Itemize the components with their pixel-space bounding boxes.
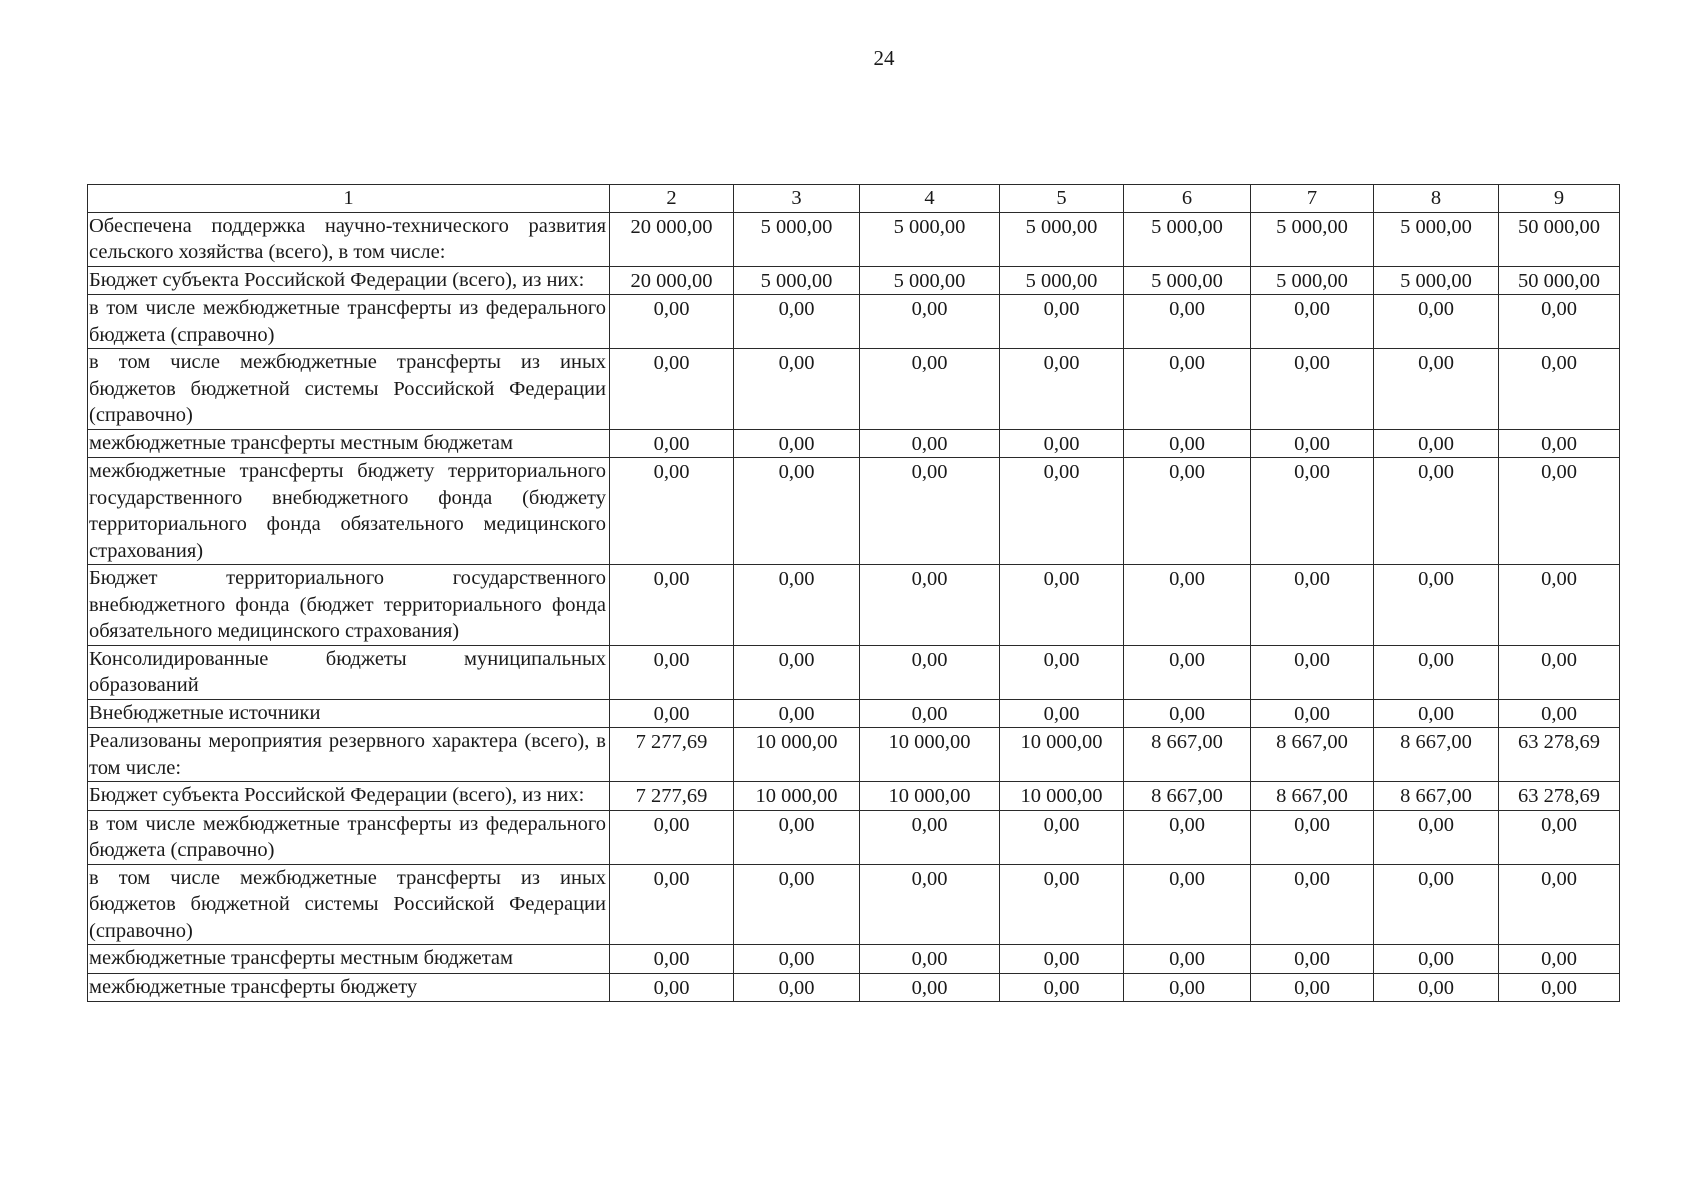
cell-value: 0,00 — [1499, 699, 1620, 728]
row-label: Консолидированные бюджеты муниципальных образований — [88, 645, 610, 699]
cell-value: 0,00 — [1000, 699, 1124, 728]
column-number: 4 — [860, 185, 1000, 213]
row-label: Обеспечена поддержка научно-технического развития сельского хозяйства (всего), в том числе: — [88, 212, 610, 266]
cell-value: 7 277,69 — [610, 728, 734, 782]
table-row — [88, 864, 1620, 945]
column-number: 7 — [1251, 185, 1374, 213]
cell-value: 0,00 — [610, 429, 734, 458]
cell-value: 0,00 — [1251, 945, 1374, 974]
row-label: межбюджетные трансферты бюджету — [88, 973, 610, 1002]
cell-value: 0,00 — [1124, 945, 1251, 974]
cell-value: 0,00 — [1000, 349, 1124, 430]
cell-value: 0,00 — [1124, 429, 1251, 458]
cell-value: 5 000,00 — [1251, 212, 1374, 266]
cell-value: 0,00 — [1251, 565, 1374, 646]
cell-value: 10 000,00 — [860, 782, 1000, 811]
cell-value: 0,00 — [610, 565, 734, 646]
cell-value: 0,00 — [1000, 295, 1124, 349]
table-row — [88, 973, 1620, 1002]
cell-value: 0,00 — [1124, 810, 1251, 864]
table-row — [88, 728, 1620, 782]
column-number: 9 — [1499, 185, 1620, 213]
cell-value: 5 000,00 — [1374, 266, 1499, 295]
cell-value: 0,00 — [1374, 810, 1499, 864]
cell-value: 8 667,00 — [1124, 728, 1251, 782]
cell-value: 0,00 — [1374, 699, 1499, 728]
table-row — [88, 699, 1620, 728]
cell-value: 8 667,00 — [1374, 728, 1499, 782]
table-body — [88, 185, 1620, 1002]
cell-value: 0,00 — [1499, 429, 1620, 458]
row-label: в том числе межбюджетные трансферты из федерального бюджета (справочно) — [88, 810, 610, 864]
cell-value: 10 000,00 — [860, 728, 1000, 782]
cell-value: 0,00 — [860, 699, 1000, 728]
cell-value: 8 667,00 — [1124, 782, 1251, 811]
cell-value: 0,00 — [610, 810, 734, 864]
cell-value: 0,00 — [1124, 699, 1251, 728]
cell-value: 0,00 — [1499, 458, 1620, 565]
cell-value: 20 000,00 — [610, 266, 734, 295]
cell-value: 50 000,00 — [1499, 212, 1620, 266]
cell-value: 8 667,00 — [1251, 728, 1374, 782]
cell-value: 0,00 — [860, 565, 1000, 646]
cell-value: 0,00 — [1251, 295, 1374, 349]
cell-value: 0,00 — [860, 458, 1000, 565]
cell-value: 5 000,00 — [1124, 212, 1251, 266]
table-row — [88, 458, 1620, 565]
cell-value: 10 000,00 — [734, 782, 860, 811]
cell-value: 0,00 — [1374, 295, 1499, 349]
cell-value: 0,00 — [734, 864, 860, 945]
cell-value: 0,00 — [1124, 458, 1251, 565]
cell-value: 0,00 — [1374, 349, 1499, 430]
cell-value: 10 000,00 — [1000, 782, 1124, 811]
cell-value: 0,00 — [860, 349, 1000, 430]
cell-value: 0,00 — [610, 973, 734, 1002]
cell-value: 5 000,00 — [1000, 266, 1124, 295]
cell-value: 0,00 — [1374, 429, 1499, 458]
cell-value: 0,00 — [860, 973, 1000, 1002]
cell-value: 10 000,00 — [1000, 728, 1124, 782]
cell-value: 0,00 — [1124, 864, 1251, 945]
cell-value: 0,00 — [1251, 458, 1374, 565]
column-number: 8 — [1374, 185, 1499, 213]
row-label: межбюджетные трансферты местным бюджетам — [88, 945, 610, 974]
row-label: Бюджет территориального государственного внебюджетного фонда (бюджет территориального фонда обязательного медицинского страхования) — [88, 565, 610, 646]
table-row — [88, 295, 1620, 349]
cell-value: 0,00 — [1374, 458, 1499, 565]
cell-value: 0,00 — [734, 565, 860, 646]
cell-value: 0,00 — [610, 699, 734, 728]
cell-value: 5 000,00 — [1124, 266, 1251, 295]
table-row — [88, 429, 1620, 458]
cell-value: 0,00 — [1251, 699, 1374, 728]
cell-value: 0,00 — [1251, 973, 1374, 1002]
cell-value: 0,00 — [1000, 945, 1124, 974]
cell-value: 0,00 — [1124, 295, 1251, 349]
cell-value: 63 278,69 — [1499, 728, 1620, 782]
cell-value: 0,00 — [1499, 945, 1620, 974]
cell-value: 50 000,00 — [1499, 266, 1620, 295]
page-number: 24 — [873, 46, 895, 70]
cell-value: 0,00 — [734, 645, 860, 699]
cell-value: 0,00 — [610, 458, 734, 565]
cell-value: 0,00 — [1499, 973, 1620, 1002]
cell-value: 0,00 — [1499, 295, 1620, 349]
cell-value: 0,00 — [1374, 645, 1499, 699]
cell-value: 0,00 — [1374, 945, 1499, 974]
row-label: в том числе межбюджетные трансферты из иных бюджетов бюджетной системы Российской Федерации (справочно) — [88, 864, 610, 945]
cell-value: 0,00 — [734, 945, 860, 974]
cell-value: 0,00 — [1000, 973, 1124, 1002]
column-number: 5 — [1000, 185, 1124, 213]
cell-value: 8 667,00 — [1374, 782, 1499, 811]
cell-value: 0,00 — [1251, 429, 1374, 458]
cell-value: 5 000,00 — [734, 212, 860, 266]
column-number-row — [88, 185, 1620, 213]
cell-value: 5 000,00 — [860, 266, 1000, 295]
cell-value: 0,00 — [610, 349, 734, 430]
cell-value: 8 667,00 — [1251, 782, 1374, 811]
cell-value: 0,00 — [1000, 429, 1124, 458]
cell-value: 10 000,00 — [734, 728, 860, 782]
column-number: 6 — [1124, 185, 1251, 213]
column-number: 1 — [88, 185, 610, 213]
cell-value: 0,00 — [1251, 864, 1374, 945]
cell-value: 0,00 — [610, 645, 734, 699]
cell-value: 0,00 — [1499, 810, 1620, 864]
cell-value: 0,00 — [610, 945, 734, 974]
cell-value: 0,00 — [860, 645, 1000, 699]
cell-value: 5 000,00 — [860, 212, 1000, 266]
table-row — [88, 349, 1620, 430]
cell-value: 5 000,00 — [1251, 266, 1374, 295]
cell-value: 5 000,00 — [734, 266, 860, 295]
cell-value: 0,00 — [1000, 458, 1124, 565]
cell-value: 5 000,00 — [1374, 212, 1499, 266]
table-row — [88, 945, 1620, 974]
cell-value: 0,00 — [1000, 645, 1124, 699]
cell-value: 0,00 — [860, 945, 1000, 974]
cell-value: 0,00 — [610, 295, 734, 349]
column-number: 2 — [610, 185, 734, 213]
cell-value: 0,00 — [1499, 349, 1620, 430]
row-label: Внебюджетные источники — [88, 699, 610, 728]
row-label: межбюджетные трансферты местным бюджетам — [88, 429, 610, 458]
cell-value: 0,00 — [734, 429, 860, 458]
cell-value: 63 278,69 — [1499, 782, 1620, 811]
cell-value: 0,00 — [1499, 864, 1620, 945]
cell-value: 20 000,00 — [610, 212, 734, 266]
cell-value: 0,00 — [1251, 349, 1374, 430]
cell-value: 0,00 — [1499, 565, 1620, 646]
table-row — [88, 810, 1620, 864]
cell-value: 0,00 — [1124, 565, 1251, 646]
cell-value: 0,00 — [1000, 810, 1124, 864]
table-row — [88, 212, 1620, 266]
cell-value: 0,00 — [1251, 810, 1374, 864]
cell-value: 0,00 — [1499, 645, 1620, 699]
cell-value: 0,00 — [1124, 645, 1251, 699]
row-label: Реализованы мероприятия резервного характера (всего), в том числе: — [88, 728, 610, 782]
row-label: Бюджет субъекта Российской Федерации (всего), из них: — [88, 266, 610, 295]
cell-value: 0,00 — [1374, 864, 1499, 945]
cell-value: 0,00 — [610, 864, 734, 945]
table-row — [88, 645, 1620, 699]
cell-value: 0,00 — [1251, 645, 1374, 699]
cell-value: 0,00 — [1000, 864, 1124, 945]
cell-value: 0,00 — [1374, 973, 1499, 1002]
table-row — [88, 266, 1620, 295]
cell-value: 0,00 — [1124, 973, 1251, 1002]
cell-value: 0,00 — [860, 429, 1000, 458]
cell-value: 0,00 — [860, 864, 1000, 945]
cell-value: 0,00 — [734, 699, 860, 728]
cell-value: 7 277,69 — [610, 782, 734, 811]
row-label: в том числе межбюджетные трансферты из федерального бюджета (справочно) — [88, 295, 610, 349]
row-label: межбюджетные трансферты бюджету территориального государственного внебюджетного фонда (бюджету территориального фонда обязательного медицинского страхования) — [88, 458, 610, 565]
cell-value: 0,00 — [860, 810, 1000, 864]
cell-value: 0,00 — [734, 295, 860, 349]
cell-value: 0,00 — [734, 810, 860, 864]
column-number: 3 — [734, 185, 860, 213]
cell-value: 0,00 — [734, 349, 860, 430]
cell-value: 0,00 — [1000, 565, 1124, 646]
table-row — [88, 565, 1620, 646]
row-label: Бюджет субъекта Российской Федерации (всего), из них: — [88, 782, 610, 811]
cell-value: 5 000,00 — [1000, 212, 1124, 266]
cell-value: 0,00 — [734, 458, 860, 565]
cell-value: 0,00 — [1374, 565, 1499, 646]
cell-value: 0,00 — [734, 973, 860, 1002]
cell-value: 0,00 — [860, 295, 1000, 349]
cell-value: 0,00 — [1124, 349, 1251, 430]
row-label: в том числе межбюджетные трансферты из иных бюджетов бюджетной системы Российской Федерации (справочно) — [88, 349, 610, 430]
budget-table — [87, 184, 1620, 1002]
table-row — [88, 782, 1620, 811]
